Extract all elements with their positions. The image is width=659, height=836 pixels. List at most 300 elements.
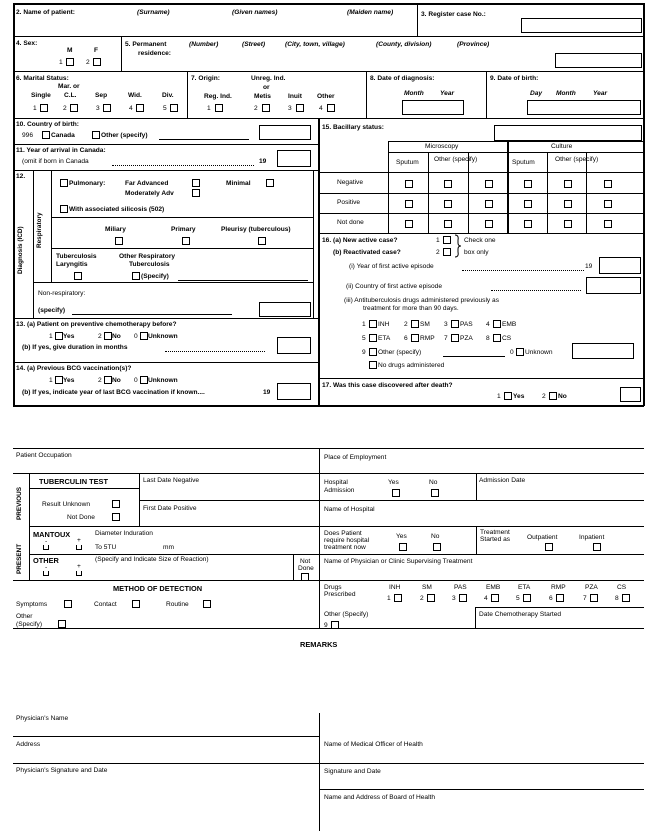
presc-drug-pas-checkbox[interactable]: [459, 594, 467, 602]
other-method-checkbox[interactable]: [58, 620, 66, 628]
mantoux-plus: +: [77, 537, 81, 544]
marital-num-1: 1: [33, 105, 37, 112]
other-country-label: Other (specify): [101, 132, 148, 139]
presc-drug-num: 5: [516, 595, 520, 602]
minimal-checkbox[interactable]: [266, 179, 274, 187]
right-line: [319, 554, 644, 555]
minimal-label: Minimal: [226, 180, 251, 187]
omit-hint: (omit if born in Canada: [22, 158, 89, 165]
culture-other: Other (specify): [555, 156, 599, 163]
new-case-checkbox[interactable]: [443, 236, 451, 244]
to5tu-label: To 5TU: [95, 544, 117, 551]
remarks-title: REMARKS: [300, 640, 338, 649]
birth-date-field[interactable]: [527, 100, 641, 115]
death-yes-checkbox[interactable]: [504, 392, 512, 400]
require-2: require hospital: [324, 537, 370, 544]
marital-single-checkbox[interactable]: [40, 104, 48, 112]
routine-checkbox[interactable]: [203, 600, 211, 608]
country-episode-label: (ii) Country of first active episode: [346, 283, 443, 290]
req-yes-label: Yes: [396, 533, 407, 540]
prev-drug-sm-checkbox[interactable]: [411, 320, 419, 328]
sex-m-checkbox[interactable]: [66, 58, 74, 66]
pleurisy-label: Pleurisy (tuberculous): [221, 226, 291, 233]
col-line: [417, 3, 418, 37]
bacillary-positive-checkbox[interactable]: [564, 200, 572, 208]
bact-col: [507, 141, 509, 234]
prev-drug-num: 3: [444, 321, 448, 328]
prev-drug-label: EMB: [502, 321, 517, 328]
reactivated-checkbox[interactable]: [443, 248, 451, 256]
other-resp-2: Tuberculosis: [129, 261, 170, 268]
episode-country-field[interactable]: [586, 277, 641, 294]
birth-day: Day: [530, 90, 543, 97]
country-episode-dots: [491, 290, 581, 291]
moderately-adv-label: Moderately Adv: [125, 190, 174, 197]
reg-label: Reg. Ind.: [204, 93, 232, 100]
primary-checkbox[interactable]: [182, 237, 190, 245]
s17-num-2: 2: [542, 393, 546, 400]
outpatient-checkbox[interactable]: [545, 543, 553, 551]
bcg-no-label: No: [112, 377, 121, 384]
form-right-border: [643, 3, 645, 406]
address-label: Address: [16, 741, 41, 748]
maiden-hint: (Maiden name): [347, 9, 394, 16]
bacillary-not-done-checkbox[interactable]: [485, 220, 493, 228]
tuberculin-line: [29, 488, 139, 489]
s12-divider: [33, 170, 34, 318]
bacillary-negative-checkbox[interactable]: [604, 180, 612, 188]
presc-drug-label: SM: [422, 584, 432, 591]
birth-year: Year: [593, 90, 608, 97]
req-no-label: No: [431, 533, 440, 540]
other-resp-specify: (Specify): [141, 273, 169, 280]
s12-line: [51, 217, 313, 218]
other-method-1: Other: [16, 613, 33, 620]
prev-drug-label: SM: [420, 321, 430, 328]
bcg-yes-label: Yes: [63, 377, 75, 384]
bacillary-not-done-checkbox[interactable]: [524, 220, 532, 228]
employment-label: Place of Employment: [324, 454, 387, 461]
presc-drug-pza-checkbox[interactable]: [590, 594, 598, 602]
sig-line: [13, 763, 644, 764]
s7-label: 7. Origin:: [191, 75, 220, 82]
residence-code-field[interactable]: [555, 53, 642, 68]
bacillary-code-field[interactable]: [494, 125, 642, 141]
s13-num-2: 2: [98, 333, 102, 340]
routine-label: Routine: [166, 601, 189, 608]
other-test-label: OTHER: [33, 556, 59, 565]
other-resp-checkbox[interactable]: [132, 272, 140, 280]
prev-drug-num: 1: [362, 321, 366, 328]
bacillary-negative-checkbox[interactable]: [444, 180, 452, 188]
non-resp-specify: (specify): [38, 307, 66, 314]
origin-num-1: 1: [207, 105, 211, 112]
sig-divider: [319, 713, 320, 831]
presc-drug-inh-checkbox[interactable]: [394, 594, 402, 602]
given-hint: (Given names): [232, 9, 278, 16]
prev-drug-inh-checkbox[interactable]: [369, 320, 377, 328]
col-line: [366, 71, 367, 119]
mar-or-label: Mar. or: [58, 83, 80, 90]
row-line: [13, 362, 319, 363]
prev-drug-rmp-checkbox[interactable]: [411, 334, 419, 342]
sex-f-checkbox[interactable]: [93, 58, 101, 66]
s4-label: 4. Sex:: [16, 40, 38, 47]
contact-checkbox[interactable]: [132, 600, 140, 608]
mantoux-pos-checkbox[interactable]: [76, 545, 82, 550]
marital-wid-checkbox[interactable]: [136, 104, 144, 112]
right-line: [319, 526, 644, 527]
cl-label: C.L.: [64, 92, 77, 99]
row-line: [319, 233, 644, 234]
prev-drug-label: INH: [378, 321, 390, 328]
origin-reg-checkbox[interactable]: [215, 104, 223, 112]
unreg-label: Unreg. Ind.: [251, 75, 286, 82]
physician-signature-label: Physician's Signature and Date: [16, 767, 108, 774]
s10-label: 10. Country of birth:: [16, 121, 80, 128]
bact-line: [319, 193, 644, 194]
origin-num-3: 3: [288, 105, 292, 112]
hosp-yes-checkbox[interactable]: [392, 489, 400, 497]
chemo-unknown-checkbox[interactable]: [140, 332, 148, 340]
prev-drug-num: 5: [362, 335, 366, 342]
bacillary-negative-checkbox[interactable]: [485, 180, 493, 188]
drugs-prev-1: (iii) Antituberculosis drugs administered previously as: [344, 297, 500, 304]
other-country-checkbox[interactable]: [92, 131, 100, 139]
drug-unknown-checkbox[interactable]: [516, 348, 524, 356]
admission-divider: [476, 473, 477, 500]
specify-line: [178, 280, 308, 281]
req-yes-checkbox[interactable]: [399, 543, 407, 551]
bacillary-not-done-checkbox[interactable]: [405, 220, 413, 228]
box-only-label: box only: [464, 249, 489, 256]
col-line: [121, 36, 122, 72]
done-label: Done: [298, 565, 314, 572]
hosp-no-checkbox[interactable]: [431, 489, 439, 497]
diameter-label: Diameter Induration: [95, 530, 153, 537]
row-line: [13, 118, 644, 119]
brace-icon: [453, 234, 463, 258]
episode-19: 19: [585, 263, 593, 270]
presc-drug-label: ETA: [518, 584, 531, 591]
right-line: [319, 500, 644, 501]
marital-num-2: 2: [63, 105, 67, 112]
sex-m-label: M: [67, 47, 73, 54]
drug-other-checkbox[interactable]: [369, 348, 377, 356]
div-label: Div.: [162, 92, 174, 99]
s12-line: [51, 248, 313, 249]
hospital-admission-2: Admission: [324, 487, 355, 494]
drug-other-num: 9: [362, 349, 366, 356]
s14-num-1: 1: [49, 377, 53, 384]
prev-drug-num: 2: [404, 321, 408, 328]
presc-drug-label: CS: [617, 584, 627, 591]
bacillary-positive-checkbox[interactable]: [405, 200, 413, 208]
pleurisy-checkbox[interactable]: [258, 237, 266, 245]
bact-line: [388, 152, 644, 153]
s14-num-0: 0: [134, 377, 138, 384]
s14-num-2: 2: [98, 377, 102, 384]
prev-drug-pas-checkbox[interactable]: [451, 320, 459, 328]
culture-sputum: Sputum: [512, 159, 535, 166]
bacillary-positive-checkbox[interactable]: [444, 200, 452, 208]
origin-metis-checkbox[interactable]: [262, 104, 270, 112]
bcg-unknown-label: Unknown: [148, 377, 178, 384]
sex-m-num: 1: [59, 59, 63, 66]
presc-drug-num: 4: [484, 595, 488, 602]
bact-line: [388, 141, 644, 142]
prev-drug-label: RMP: [420, 335, 435, 342]
bact-line: [319, 213, 644, 214]
not-label: Not: [300, 558, 311, 565]
presc-drug-sm-checkbox[interactable]: [427, 594, 435, 602]
row-line: [13, 36, 644, 37]
prev-drug-label: PAS: [460, 321, 473, 328]
prev-drug-label: CS: [502, 335, 512, 342]
bacillary-negative-checkbox[interactable]: [564, 180, 572, 188]
chemo-no-label: No: [112, 333, 121, 340]
moderately-adv-checkbox[interactable]: [192, 189, 200, 197]
bacillary-positive-checkbox[interactable]: [485, 200, 493, 208]
death-no-checkbox[interactable]: [549, 392, 557, 400]
sex-f-label: F: [94, 47, 99, 54]
drugs-code-field[interactable]: [572, 343, 634, 359]
s16-a-label: 16. (a) New active case?: [322, 237, 398, 244]
s5-label: 5. Permanent: [125, 41, 167, 48]
not-done-prev-checkbox[interactable]: [112, 513, 120, 521]
diagnosis-date-field[interactable]: [402, 100, 464, 115]
marital-num-4: 4: [129, 105, 133, 112]
positive-label: Positive: [337, 199, 361, 206]
wid-label: Wid.: [128, 92, 142, 99]
bact-col: [388, 141, 389, 234]
first-episode-label: (i) Year of first active episode: [349, 263, 434, 270]
s11-label: 11. Year of arrival in Canada:: [16, 147, 106, 154]
province-hint: (Province): [457, 41, 490, 48]
bact-col: [428, 152, 429, 234]
presc-drug-cs-checkbox[interactable]: [622, 594, 630, 602]
req-no-checkbox[interactable]: [433, 543, 441, 551]
micro-other: Other (specify): [434, 156, 478, 163]
drugs-prev-2: treatment for more than 90 days.: [363, 305, 459, 312]
lower-line: [13, 628, 644, 629]
result-unknown-label: Result Unknown: [42, 501, 91, 508]
bacillary-not-done-checkbox[interactable]: [604, 220, 612, 228]
silicosis-label: With associated silicosis (502): [69, 206, 165, 213]
bcg-no-checkbox[interactable]: [104, 376, 112, 384]
other-country-line: [159, 139, 249, 140]
negative-label: Negative: [337, 179, 364, 186]
presc-drug-num: 3: [452, 595, 456, 602]
bact-line: [319, 172, 644, 173]
signature-date-label: Signature and Date: [324, 768, 381, 775]
death-yes-label: Yes: [513, 393, 525, 400]
row-line: [13, 318, 319, 319]
bacillary-not-done-checkbox[interactable]: [564, 220, 572, 228]
bact-col: [468, 152, 469, 234]
metis-label: Metis: [254, 93, 271, 100]
s17-label: 17. Was this case discovered after death?: [322, 382, 453, 389]
section-line: [29, 526, 319, 527]
mantoux-neg-checkbox[interactable]: [43, 545, 49, 550]
s15-label: 15. Bacillary status:: [322, 124, 384, 131]
bacillary-not-done-checkbox[interactable]: [444, 220, 452, 228]
s17-num-1: 1: [497, 393, 501, 400]
check-one-label: Check one: [464, 237, 496, 244]
origin-inuit-checkbox[interactable]: [296, 104, 304, 112]
hospital-admission-1: Hospital: [324, 479, 348, 486]
prev-drug-num: 6: [404, 335, 408, 342]
drug-unknown-label: Unknown: [525, 349, 553, 356]
number-hint: (Number): [189, 41, 219, 48]
s12-divider: [51, 170, 52, 282]
presc-drug-num: 7: [583, 595, 587, 602]
far-advanced-checkbox[interactable]: [192, 179, 200, 187]
bact-col: [586, 152, 587, 234]
prev-drug-cs-checkbox[interactable]: [493, 334, 501, 342]
prev-drug-eta-checkbox[interactable]: [369, 334, 377, 342]
bacillary-negative-checkbox[interactable]: [524, 180, 532, 188]
county-hint: (County, division): [376, 41, 432, 48]
pulmonary-checkbox[interactable]: [60, 179, 68, 187]
respiratory-label: Respiratory: [36, 212, 43, 248]
last-date-negative: Last Date Negative: [143, 477, 200, 484]
prev-drug-label: PZA: [460, 335, 473, 342]
chemo-started-label: Date Chemotherapy Started: [479, 611, 562, 618]
city-hint: (City, town, village): [285, 41, 345, 48]
bacillary-positive-checkbox[interactable]: [524, 200, 532, 208]
prev-drug-pza-checkbox[interactable]: [451, 334, 459, 342]
marital-sep-checkbox[interactable]: [103, 104, 111, 112]
non-resp-line: [72, 314, 232, 315]
inpatient-label: Inpatient: [579, 534, 605, 541]
result-unknown-checkbox[interactable]: [112, 500, 120, 508]
treatment-2: Started as: [480, 536, 511, 543]
chemo-yes-label: Yes: [63, 333, 75, 340]
bcg-yes-checkbox[interactable]: [55, 376, 63, 384]
not-done-label: Not done: [337, 219, 364, 226]
require-1: Does Patient: [324, 530, 362, 537]
microscopy-header: Microscopy: [425, 143, 459, 150]
prev-drug-num: 7: [444, 335, 448, 342]
presc-drug-label: RMP: [551, 584, 566, 591]
first-episode-year-field[interactable]: [599, 257, 641, 274]
physician-clinic-label: Name of Physician or Clinic Supervising Treatment: [324, 558, 473, 565]
mantoux-label: MANTOUX: [33, 530, 71, 539]
bcg-unknown-checkbox[interactable]: [140, 376, 148, 384]
treatment-divider: [476, 526, 477, 554]
chemo-yes-checkbox[interactable]: [55, 332, 63, 340]
drug-9-num: 9: [324, 622, 328, 629]
s6-label: 6. Marital Status:: [16, 75, 69, 82]
chemo-unknown-label: Unknown: [148, 333, 178, 340]
register-no-field[interactable]: [521, 18, 642, 33]
inpatient-checkbox[interactable]: [593, 543, 601, 551]
canada-checkbox[interactable]: [42, 131, 50, 139]
arrival-year-field[interactable]: [277, 150, 311, 167]
birth-month: Month: [556, 90, 576, 97]
treatment-1: Treatment: [480, 529, 510, 536]
chemo-months-field[interactable]: [277, 337, 311, 354]
admission-date-label: Admission Date: [479, 477, 526, 484]
s13-dots: [165, 351, 265, 352]
inuit-label: Inuit: [288, 93, 302, 100]
presc-drug-label: EMB: [486, 584, 501, 591]
marital-num-3: 3: [96, 105, 100, 112]
other-pos-checkbox[interactable]: [76, 571, 82, 576]
far-advanced-label: Far Advanced: [125, 180, 169, 187]
bacillary-negative-checkbox[interactable]: [405, 180, 413, 188]
mm-label: mm: [163, 544, 174, 551]
non-resp-code-field[interactable]: [259, 302, 311, 317]
culture-header: Culture: [551, 143, 573, 150]
country-code-field[interactable]: [259, 125, 311, 140]
single-label: Single: [31, 92, 51, 99]
street-hint: (Street): [242, 41, 266, 48]
lower-line: [13, 473, 644, 474]
marital-div-checkbox[interactable]: [170, 104, 178, 112]
presc-drug-rmp-checkbox[interactable]: [556, 594, 564, 602]
bacillary-positive-checkbox[interactable]: [604, 200, 612, 208]
other-resp-1: Other Respiratory: [119, 253, 176, 260]
form-left-border: [13, 3, 15, 406]
s16-b-label: (b) Reactivated case?: [333, 249, 401, 256]
drugs-prescribed-1: Drugs: [324, 584, 342, 591]
no-drugs-checkbox[interactable]: [369, 361, 377, 369]
prev-drug-emb-checkbox[interactable]: [493, 320, 501, 328]
lower-line: [13, 448, 644, 449]
s13-b-label: (b) If yes, give duration in months: [22, 344, 128, 351]
col-line: [486, 71, 487, 119]
tb-laryngitis-checkbox[interactable]: [74, 272, 82, 280]
s14-19: 19: [263, 389, 271, 396]
miliary-checkbox[interactable]: [115, 237, 123, 245]
presc-drug-eta-checkbox[interactable]: [523, 594, 531, 602]
presc-drug-emb-checkbox[interactable]: [491, 594, 499, 602]
chemo-no-checkbox[interactable]: [104, 332, 112, 340]
s5-label-2: residence:: [138, 50, 171, 57]
contact-label: Contact: [94, 601, 117, 608]
death-code-field[interactable]: [620, 387, 641, 402]
s16-num-2: 2: [436, 249, 440, 256]
name-hospital-label: Name of Hospital: [324, 506, 375, 513]
silicosis-checkbox[interactable]: [60, 205, 68, 213]
other-method-2: (Specify): [16, 621, 43, 628]
other-spec-label: (Specify and Indicate Size of Reaction): [95, 556, 209, 563]
origin-other-label: Other: [317, 93, 335, 100]
mantoux-minus: -: [45, 538, 48, 545]
drug-unk-num: 0: [510, 349, 514, 356]
chemo-date-divider: [475, 607, 476, 628]
tb-laryngitis-2: Laryngitis: [56, 261, 88, 268]
other-neg-checkbox[interactable]: [43, 571, 49, 576]
bcg-year-field[interactable]: [277, 383, 311, 400]
not-done-divider: [293, 554, 294, 580]
row-line: [13, 144, 319, 145]
physician-name-label: Physician's Name: [16, 715, 69, 722]
or-label: or: [263, 84, 270, 91]
presc-drug-label: INH: [389, 584, 401, 591]
previous-label: PREVIOUS: [16, 486, 23, 520]
section-line: [29, 554, 319, 555]
sep-label: Sep: [95, 92, 108, 99]
symptoms-checkbox[interactable]: [64, 600, 72, 608]
marital-married-checkbox[interactable]: [70, 104, 78, 112]
origin-other-checkbox[interactable]: [327, 104, 335, 112]
drugs-prescribed-2: Prescribed: [324, 591, 356, 598]
prev-drug-label: ETA: [378, 335, 391, 342]
s3-label: 3. Register case No.:: [421, 11, 486, 18]
